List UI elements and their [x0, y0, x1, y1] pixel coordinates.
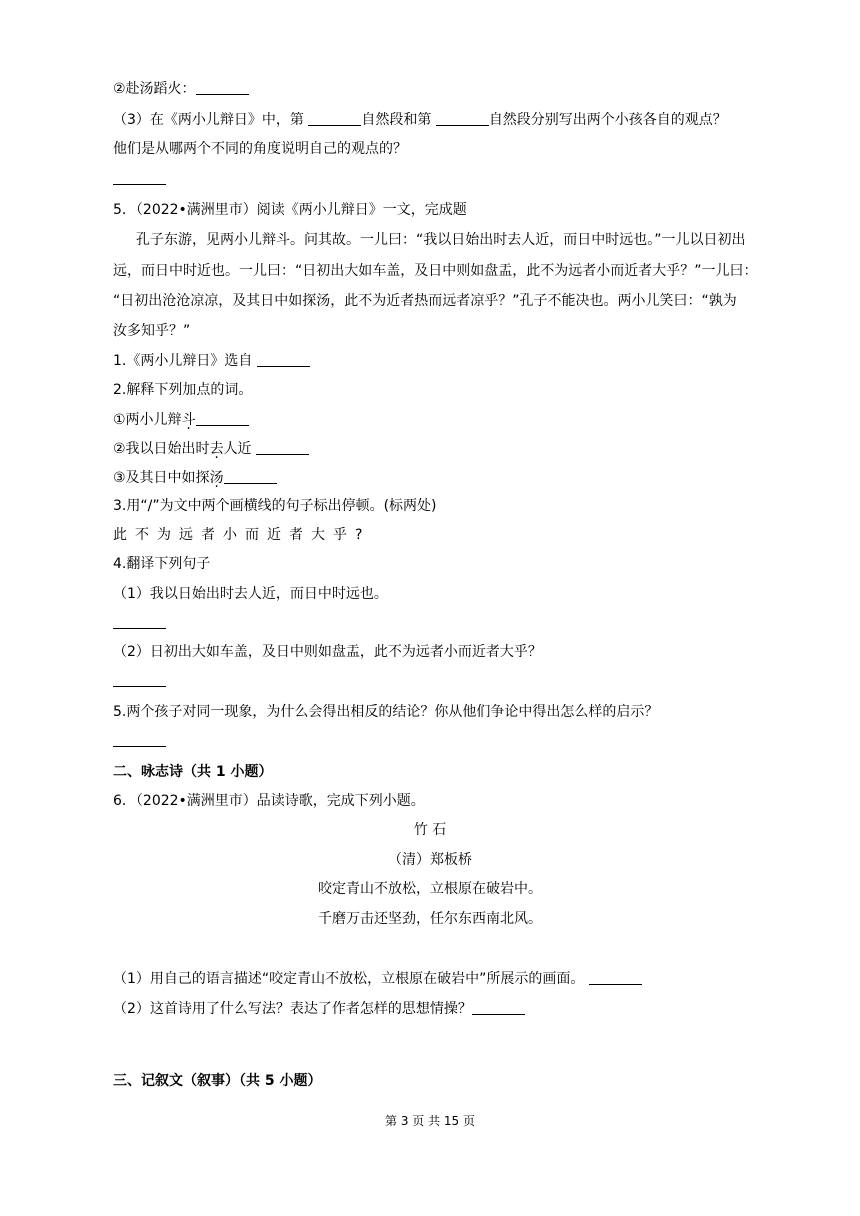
sub-question-3	[113, 111, 727, 129]
word-item-2	[113, 440, 309, 458]
pause-sentence: 此不为远者小而近者大乎?	[113, 527, 371, 543]
answer-blank	[113, 732, 166, 747]
answer-blank	[113, 614, 166, 629]
answer-blank	[196, 411, 249, 426]
item-text: ②赴汤蹈火：	[113, 81, 196, 97]
dotted-word: 去	[209, 441, 224, 457]
word-item-3	[113, 469, 277, 487]
passage-line: 汝多知乎？”	[113, 323, 191, 339]
section-title: 二、咏志诗（共 1 小题）	[113, 764, 273, 780]
sub-question-1	[113, 352, 310, 370]
poem-title: 竹 石	[413, 822, 447, 838]
passage-line: 孔子东游，见两小儿辩斗。问其故。一儿曰：“我以日始出时去人近，而日中时远也。”一儿以日初出	[136, 232, 746, 248]
answer-line	[113, 170, 166, 188]
text-segment: 1.《两小儿辩日》选自	[113, 353, 257, 369]
text-segment: 自然段分别写出两个小孩各自的观点？	[488, 112, 727, 128]
dotted-word: 斗	[181, 412, 196, 428]
page-footer: 第 3 页 共 15 页	[385, 1114, 475, 1128]
text-segment: （2）这首诗用了什么写法？表达了作者怎样的思想情操？	[113, 1001, 472, 1017]
sub-question-3-line2: 他们是从哪两个不同的角度说明自己的观点的？	[113, 141, 407, 157]
text-segment: ②我以日始出时	[113, 441, 210, 457]
sub-question-3: 3.用“/”为文中两个画横线的句子标出停顿。(标两处)	[113, 498, 437, 514]
poem-question-2	[113, 1000, 525, 1018]
answer-line	[113, 732, 166, 750]
text-segment: 人近	[223, 441, 257, 457]
translate-item-2: （2）日初出大如车盖，及日中则如盘盂，此不为远者小而近者大乎？	[113, 644, 542, 660]
answer-blank	[113, 672, 166, 687]
answer-blank	[472, 1000, 525, 1015]
text-segment: （1）用自己的语言描述“咬定青山不放松，立根原在破岩中”所展示的画面。	[113, 971, 589, 987]
section-title: 三、记叙文（叙事）（共 5 小题）	[113, 1073, 322, 1089]
answer-blank	[257, 352, 310, 367]
sub-question-2: 2.解释下列加点的词。	[113, 382, 253, 398]
question-6-heading: 6．（2022•满洲里市）品读诗歌，完成下列小题。	[113, 793, 425, 809]
answer-blank	[196, 80, 249, 95]
sub-question-5: 5.两个孩子对同一现象，为什么会得出相反的结论？你从他们争论中得出怎么样的启示？	[113, 704, 659, 720]
text-segment: ③及其日中如探	[113, 470, 210, 486]
dotted-word: 汤	[209, 470, 224, 486]
answer-blank	[436, 111, 489, 126]
word-item-1	[113, 411, 249, 429]
answer-blank	[113, 170, 166, 185]
answer-blank	[224, 469, 277, 484]
poem-author: （清）郑板桥	[388, 852, 472, 868]
text-segment: ①两小儿辩	[113, 412, 182, 428]
answer-blank	[308, 111, 361, 126]
poem-question-1	[113, 970, 642, 988]
answer-blank	[589, 970, 642, 985]
answer-blank	[256, 440, 309, 455]
text-segment: 自然段和第	[361, 112, 436, 128]
passage-line: 远，而日中时近也。一儿曰：“日初出大如车盖，及日中则如盘盂，此不为远者小而近者大乎？”一儿曰：	[113, 263, 758, 279]
question-5-heading: 5．（2022•满洲里市）阅读《两小儿辩日》一文，完成题	[113, 202, 467, 218]
passage-line: “日初出沧沧凉凉，及其日中如探汤，此不为近者热而远者凉乎？”孔子不能决也。两小儿笑曰：“孰为	[113, 293, 737, 309]
answer-line	[113, 672, 166, 690]
poem-line: 千磨万击还坚劲，任尔东西南北风。	[318, 911, 542, 927]
text-segment: （3）在《两小儿辩日》中，第	[113, 112, 309, 128]
sub-question-4: 4.翻译下列句子	[113, 556, 211, 572]
translate-item-1: （1）我以日始出时去人近，而日中时远也。	[113, 586, 388, 602]
answer-line	[113, 614, 166, 632]
poem-line: 咬定青山不放松，立根原在破岩中。	[318, 881, 542, 897]
item-fudao-huo	[113, 80, 249, 98]
